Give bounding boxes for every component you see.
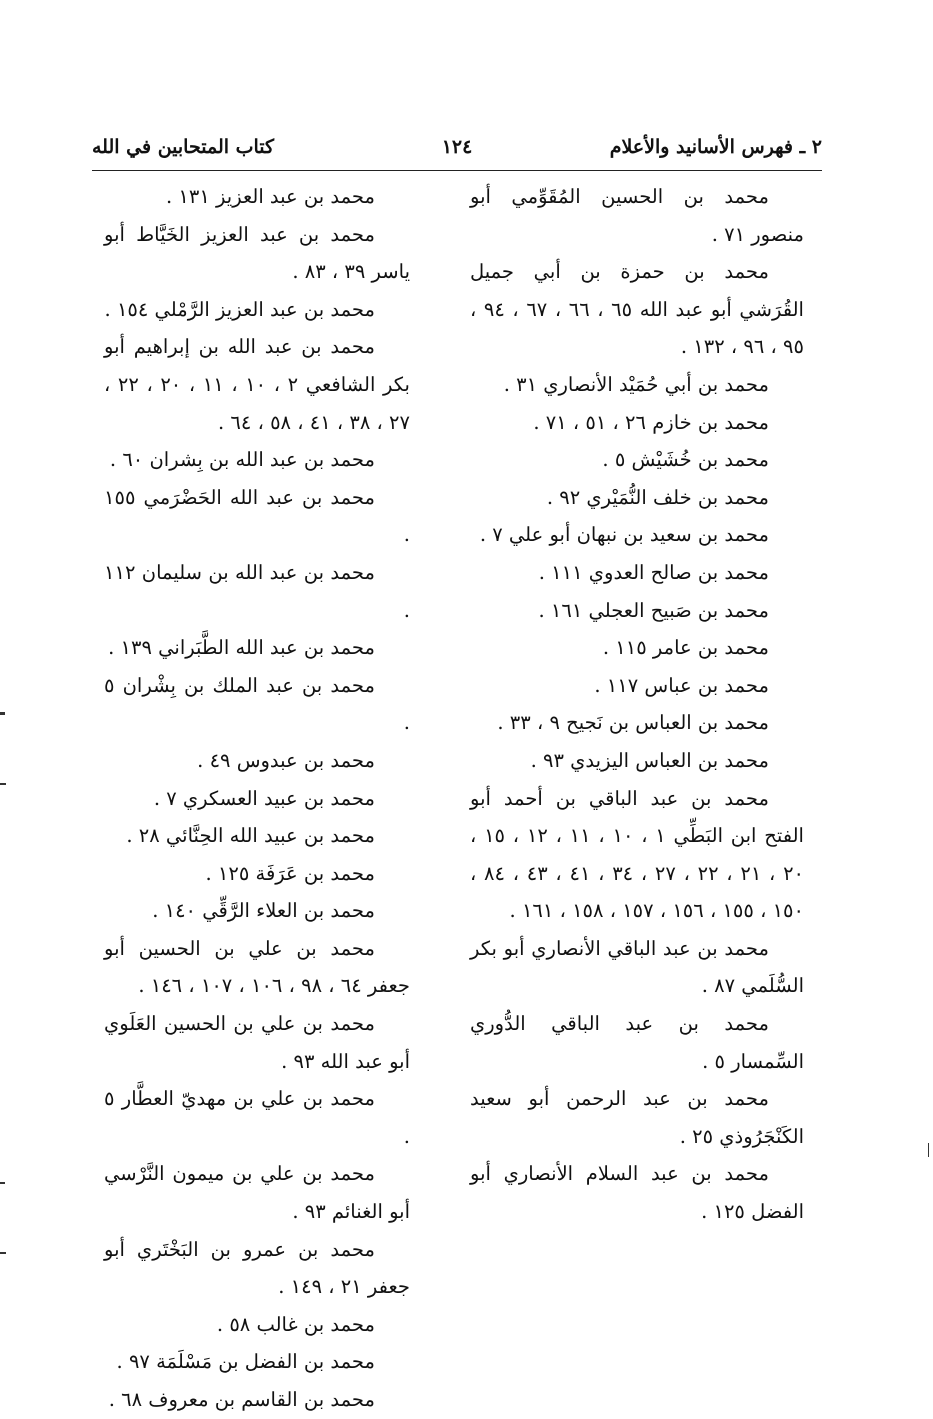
- index-entry: محمد بن عبد الله الطَّبَراني ١٣٩ .: [108, 636, 375, 660]
- index-entry: محمد بن غالب ٥٨ .: [216, 1312, 375, 1336]
- index-entry: محمد بن عبيد الله الحِنَّائي ٢٨ .: [126, 824, 375, 848]
- index-entry: محمد بن عبد العزيز الرَّمْلي ١٥٤ .: [104, 297, 375, 321]
- index-entry: محمد بن علي بن الحسين أبو جعفر ٦٤ ، ٩٨ ، ١٠٦ ، ١٠٧ ، ١٤٦ .: [104, 936, 410, 998]
- index-entry: محمد بن عبد الباقي الدُّوري السِّمسار ٥ .: [470, 1012, 804, 1073]
- index-entry: محمد بن خلف النُّمَيْري ٩٢ .: [546, 485, 769, 509]
- index-entry: محمد بن عبد الله بن بِشران ٦٠ .: [109, 448, 375, 472]
- scan-speck: [928, 1143, 929, 1157]
- index-entry: محمد بن خازم ٢٦ ، ٥١ ، ٧١ .: [533, 410, 769, 434]
- index-entry: محمد بن عبد الباقي الأنصاري أبو بكر السُّلَمي ٨٧ .: [470, 936, 804, 998]
- index-entry: محمد بن عبد الله بن سليمان ١١٢ .: [104, 560, 410, 622]
- index-entry: محمد بن صَبيح العجلي ١٦١ .: [538, 598, 769, 622]
- page-number: ١٢٤: [441, 136, 473, 158]
- page-header: [92, 136, 822, 164]
- index-entry: محمد بن عبد الباقي بن أحمد أبو الفتح ابن البَطِّي ١ ، ١٠ ، ١١ ، ١٢ ، ١٥ ، ٢٠ ، ٢١ ، ٢٢ ، ٢٧ ، ٣٤ ، ٤١ ، ٤٣ ، ٨٤ ، ١٥٠ ، ١٥٥ ، ١٥٦ ، ١٥٧ ، ١٥٨ ، ١٦١ .: [470, 786, 805, 923]
- index-entry: محمد بن عبد العزيز ١٣١ .: [166, 185, 375, 208]
- index-entry: محمد بن صالح العدوي ١١١ .: [538, 560, 769, 584]
- index-entry: محمد بن الفضل بن مَسْلَمَة ٩٧ .: [116, 1350, 375, 1374]
- index-entry: محمد بن العلاء الرَّقِّي ١٤٠ .: [152, 899, 375, 923]
- index-entry: محمد بن حمزة بن أبي جميل القُرَشي أبو عبد الله ٦٥ ، ٦٦ ، ٦٧ ، ٩٤ ، ٩٥ ، ٩٦ ، ١٣٢ .: [470, 260, 804, 359]
- index-entry: محمد بن العباس اليزيدي ٩٣ .: [530, 748, 769, 772]
- index-entry: محمد بن عبد السلام الأنصاري أبو الفضل ١٢٥ .: [470, 1162, 804, 1224]
- index-entry: محمد بن عبد العزيز الخَيَّاط أبو ياسر ٣٩ ، ٨٣ .: [104, 222, 410, 284]
- index-column-left: [104, 178, 410, 1419]
- index-entry: محمد بن علي بن مهديّ العطَّار ٥ .: [104, 1087, 410, 1148]
- scan-speck: [0, 712, 5, 715]
- index-entry: محمد بن خُشَيْش ٥ .: [602, 448, 769, 472]
- scan-speck: [0, 1252, 6, 1254]
- index-entry: محمد بن عبيد العسكري ٧ .: [153, 786, 375, 810]
- index-entry: محمد بن القاسم بن معروف ٦٨ .: [108, 1388, 375, 1411]
- index-entry: محمد بن أبي حُمَيْد الأنصاري ٣١ .: [503, 372, 769, 396]
- scan-speck: [0, 1182, 5, 1184]
- index-entry: محمد بن عمرو بن البَخْتَري أبو جعفر ٢١ ، ١٤٩ .: [104, 1237, 410, 1299]
- index-entry: محمد بن عبد الله الحَضْرَمي ١٥٥ .: [104, 485, 410, 547]
- section-title: ٢ ـ فهرس الأسانيد والأعلام: [609, 136, 822, 158]
- index-entry: محمد بن عامر ١١٥ .: [602, 636, 769, 660]
- index-entry: محمد بن عَرَفَة ١٢٥ .: [205, 861, 375, 885]
- header-rule: [92, 170, 822, 171]
- index-entry: محمد بن عبدوس ٤٩ .: [197, 748, 375, 772]
- index-column-right: [470, 178, 804, 1231]
- index-entry: محمد بن عبد الملك بن بِشْران ٥ .: [104, 673, 410, 735]
- index-entry: محمد بن عبد الله بن إبراهيم أبو بكر الشافعي ٢ ، ١٠ ، ١١ ، ٢٠ ، ٢٢ ، ٢٧ ، ٣٨ ، ٤١ ، ٥٨ ، ٦٤ .: [104, 335, 410, 434]
- index-entry: محمد بن عباس ١١٧ .: [594, 673, 769, 697]
- index-entry: محمد بن سعيد بن نبهان أبو علي ٧ .: [479, 523, 769, 547]
- index-entry: محمد بن عبد الرحمن أبو سعيد الكَنْجَرُوذي ٢٥ .: [470, 1087, 804, 1148]
- book-title: كتاب المتحابين في الله: [92, 136, 275, 158]
- index-entry: محمد بن الحسين المُقَوِّمي أبو منصور ٧١ .: [470, 185, 804, 246]
- index-entry: محمد بن العباس بن نَجيح ٩ ، ٣٣ .: [497, 711, 769, 735]
- index-entry: محمد بن علي بن الحسين العَلَوي أبو عبد الله ٩٣ .: [104, 1012, 410, 1073]
- scan-speck: [0, 783, 6, 785]
- index-entry: محمد بن علي بن ميمون النَّرْسي أبو الغنائم ٩٣ .: [104, 1162, 410, 1224]
